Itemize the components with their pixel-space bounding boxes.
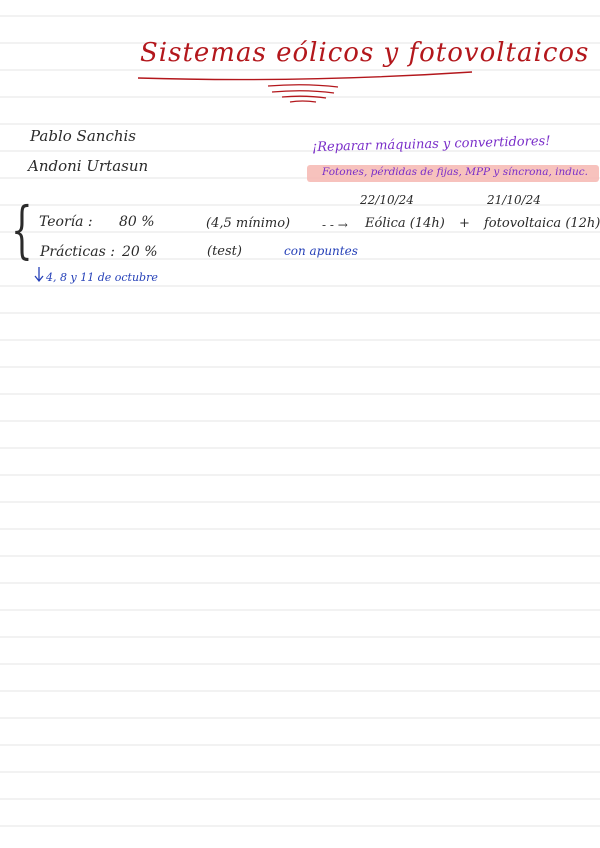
practice-dates: 4, 8 y 11 de octubre [46,271,158,284]
date-2: 21/10/24 [487,193,541,207]
practice-note: (test) [207,244,242,259]
practice-percent: 20 % [122,244,158,260]
theory-label: Teoría : [39,214,93,230]
exam-fotovoltaica: fotovoltaica (12h) [484,216,600,231]
grading-brace: { [11,193,33,266]
theory-note: (4,5 mínimo) [206,216,291,231]
author-2: Andoni Urtasun [28,157,149,175]
goal-line-1: ¡Reparar máquinas y convertidores! [311,133,551,156]
practice-extra: con apuntes [284,244,358,258]
arrow: - - → [322,218,348,232]
author-1: Pablo Sanchis [30,127,136,145]
page-title: Sistemas eólicos y fotovoltaicos [140,38,590,68]
practice-label: Prácticas : [40,244,115,260]
theory-percent: 80 % [119,214,155,230]
goal-line-2: Fotones, pérdidas de fijas, MPP y síncrona, induc. [322,166,588,178]
plus-sign: + [459,216,470,231]
date-1: 22/10/24 [360,193,414,207]
exam-eolica: Eólica (14h) [365,216,445,231]
